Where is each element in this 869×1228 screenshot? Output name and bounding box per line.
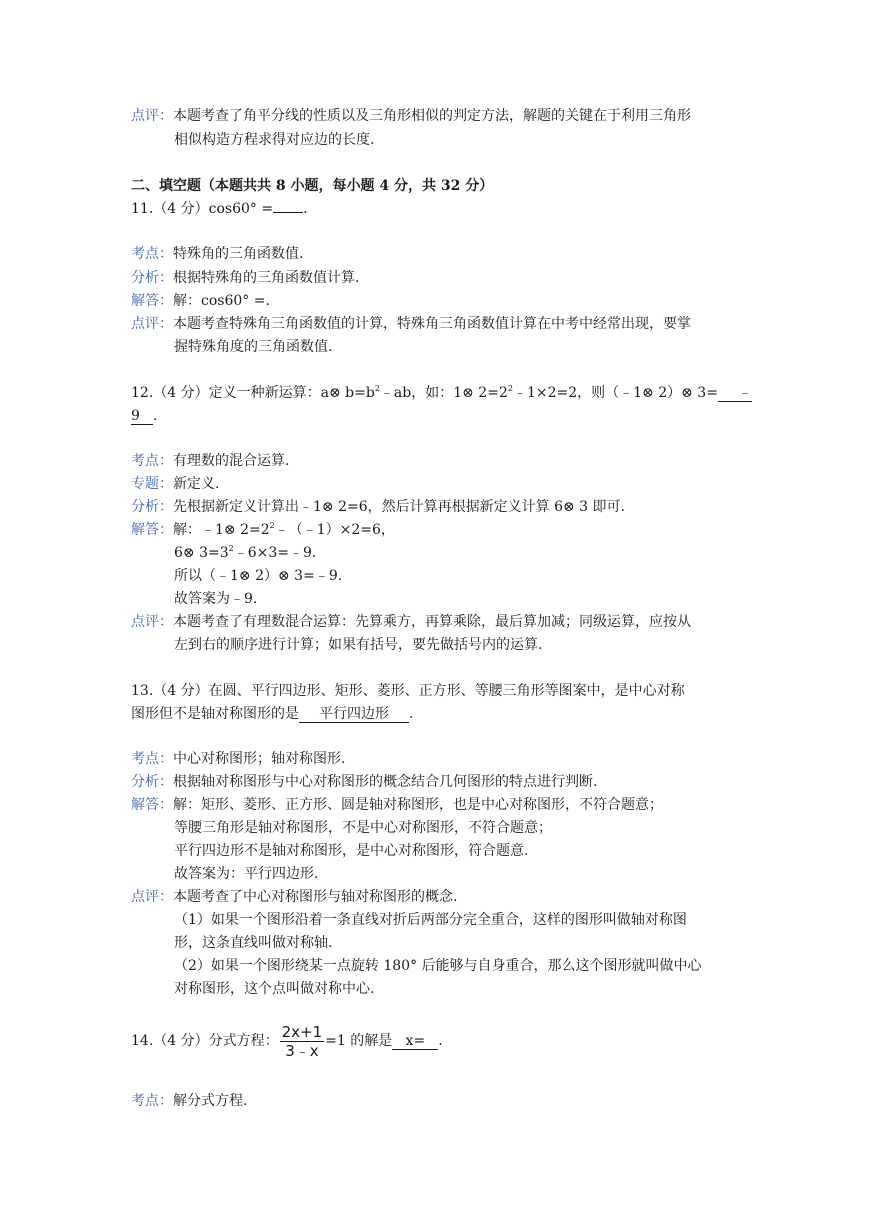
top-review-line1: 点评：本题考查了角平分线的性质以及三角形相似的判定方法，解题的关键在于利用三角形 <box>131 108 691 124</box>
q12-jieda-line1: 解答：解：﹣1⊗ $2=2^2﹣(﹣1)\times 2=6$， <box>131 521 395 538</box>
q13-stem-line2: 图形但不是轴对称图形的是 平行四边形 . <box>131 706 414 722</box>
q13-review-line2: （1）如果一个图形沿着一条直线对折后两部分完全重合，这样的图形叫做轴对称图 <box>174 912 687 928</box>
q11-stem: 11.（4 分）cos60° = . <box>131 201 308 217</box>
q12-answer-blank-a: ﹣ <box>718 385 752 402</box>
q13-jieda-line2: 等腰三角形是轴对称图形，不是中心对称图形，不符合题意； <box>174 820 552 836</box>
q13-answer-blank: 平行四边形 <box>299 706 409 723</box>
q11-answer-blank <box>273 212 303 213</box>
q12-review-line1: 点评：本题考查了有理数混合运算：先算乘方，再算乘除，最后算加减；同级运算，应按从 <box>131 614 691 630</box>
q13-stem-line1: 13.（4 分）在圆、平行四边形、矩形、菱形、正方形、等腰三角形等图案中，是中心对称 <box>131 683 685 699</box>
q14-kaodian: 考点：解分式方程. <box>131 1093 248 1109</box>
q13-jieda-line3: 平行四边形不是轴对称图形，是中心对称图形，符合题意. <box>174 843 529 859</box>
q11-review-line1: 点评：本题考查特殊角三角函数值的计算，特殊角三角函数值计算在中考中经常出现，要掌 <box>131 316 691 332</box>
q13-jieda-line1: 解答：解：矩形、菱形、正方形、圆是轴对称图形，也是中心对称图形，不符合题意； <box>131 797 663 813</box>
q14-answer-blank: x= <box>392 1033 438 1050</box>
q12-zhuanti: 专题：新定义. <box>131 476 220 492</box>
q12-jieda-line4: 故答案为﹣9. <box>174 591 258 607</box>
q12-jieda-line2: 6⊗ $3=3^2﹣6\times 3=﹣9$. <box>174 544 317 561</box>
q12-stem-line2: 9 . <box>131 408 158 424</box>
q12-jieda-line3: 所以（﹣1⊗ 2）⊗ 3=﹣9. <box>174 568 343 584</box>
q14-fraction: $\frac{2x+1}{3﹣x}$ <box>281 1022 323 1060</box>
q13-kaodian: 考点：中心对称图形；轴对称图形. <box>131 751 346 767</box>
section-title: 二、填空题（本题共共 8 小题，每小题 4 分，共 32 分） <box>131 178 494 194</box>
q12-stem: 12.（4 分）定义一种新运算：a⊗ $b=b^2﹣ab$，如：1⊗ $2=2^2﹣1\times 2=2$，则（﹣1⊗ 2）⊗ 3= ﹣ <box>131 384 752 401</box>
q12-answer-blank-b: 9 <box>131 408 153 425</box>
q11-kaodian: 考点：特殊角的三角函数值. <box>131 246 304 262</box>
q12-fenxi: 分析：先根据新定义计算出﹣1⊗ 2=6，然后计算再根据新定义计算 6⊗ 3 即可. <box>131 499 625 515</box>
q13-review-line3: 形，这条直线叫做对称轴. <box>174 935 333 951</box>
q11-review-line2: 握特殊角度的三角函数值. <box>174 339 333 355</box>
q13-review-line1: 点评：本题考查了中心对称图形与轴对称图形的概念. <box>131 889 458 905</box>
q14-stem: 14.（4 分）分式方程： $\frac{2x+1}{3﹣x}$ =1 的解是 x= . <box>131 1022 443 1060</box>
q13-jieda-line4: 故答案为：平行四边形. <box>174 866 319 882</box>
q12-kaodian: 考点：有理数的混合运算. <box>131 453 290 469</box>
q13-review-line5: 对称图形，这个点叫做对称中心. <box>174 981 375 997</box>
q12-review-line2: 左到右的顺序进行计算；如果有括号，要先做括号内的运算. <box>174 637 543 653</box>
q11-jieda: 解答：解：cos60° =. <box>131 293 270 309</box>
q13-review-line4: （2）如果一个图形绕某一点旋转 180° 后能够与自身重合，那么这个图形就叫做中心 <box>174 958 702 974</box>
top-review-line2: 相似构造方程求得对应边的长度. <box>174 132 375 148</box>
q11-fenxi: 分析：根据特殊角的三角函数值计算. <box>131 270 360 286</box>
review-label: 点评： <box>131 108 173 124</box>
q13-fenxi: 分析：根据轴对称图形与中心对称图形的概念结合几何图形的特点进行判断. <box>131 774 598 790</box>
